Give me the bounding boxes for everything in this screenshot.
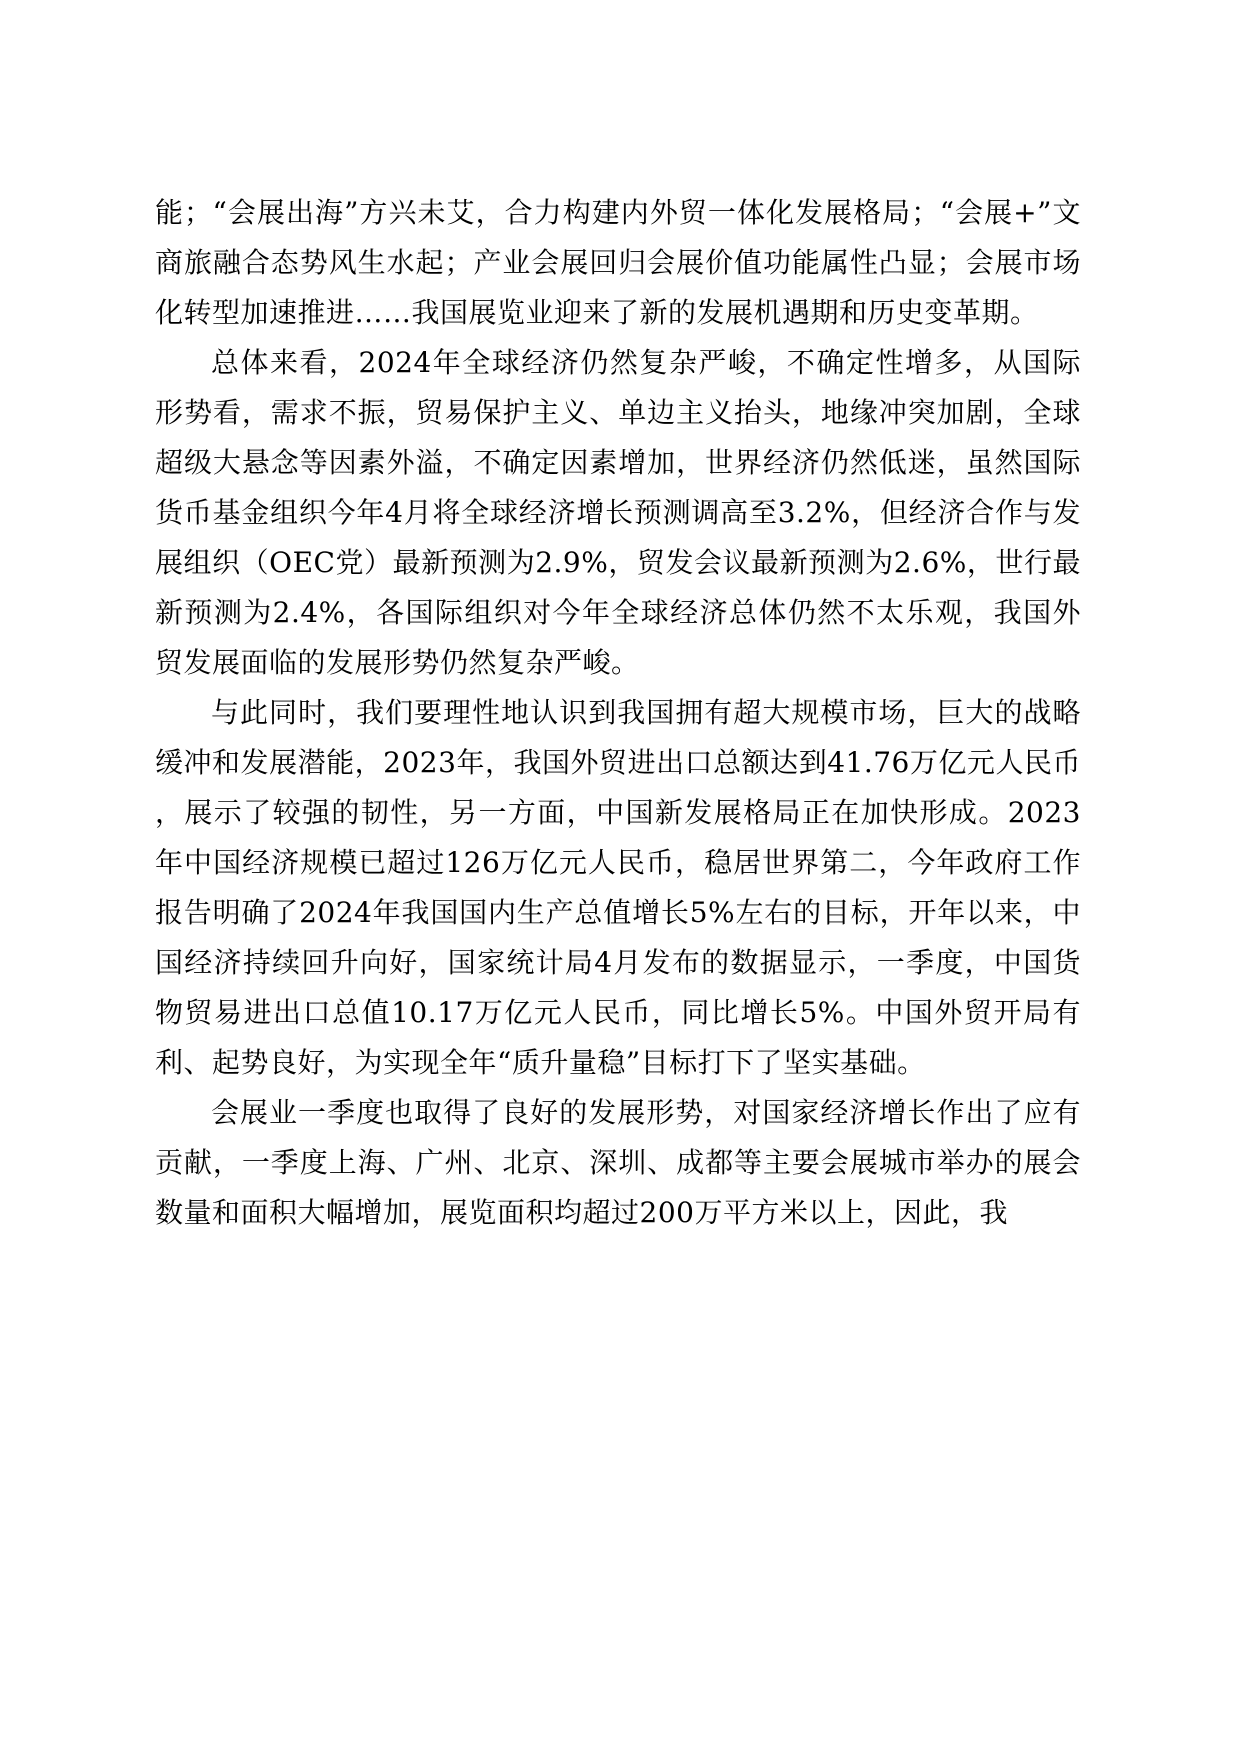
paragraph-global-economy: 总体来看，2024年全球经济仍然复杂严峻，不确定性增多，从国际形势看，需求不振，贸易保护主义、单边主义抬头，地缘冲突加剧，全球超级大悬念等因素外溢，不确定因素增加，世界经济仍然低迷，虽然国际货币基金组织今年4月将全球经济增长预测调高至3.2%，但经济合作与发展组织（OEC党）最新预测为2.9%，贸发会议最新预测为2.6%，世行最新预测为2.4%，各国际组织对今年全球经济总体仍然不太乐观，我国外贸发展面临的发展形势仍然复杂严峻。: [155, 346, 1081, 679]
paragraph-exhibition-industry: 会展业一季度也取得了良好的发展形势，对国家经济增长作出了应有贡献，一季度上海、广州、北京、深圳、成都等主要会展城市举办的展会数量和面积大幅增加，展览面积均超过200万平方米以上，因此，我: [155, 1096, 1081, 1229]
paragraph-china-market: 与此同时，我们要理性地认识到我国拥有超大规模市场，巨大的战略缓冲和发展潜能，2023年，我国外贸进出口总额达到41.76万亿元人民币，展示了较强的韧性，另一方面，中国新发展格局正在加快形成。2023年中国经济规模已超过126万亿元人民币，稳居世界第二，今年政府工作报告明确了2024年我国国内生产总值增长5%左右的目标，开年以来，中国经济持续回升向好，国家统计局4月发布的数据显示，一季度，中国货物贸易进出口总值10.17万亿元人民币，同比增长5%。中国外贸开局有利、起势良好，为实现全年“质升量稳”目标打下了坚实基础。: [155, 696, 1081, 1079]
document-body: [155, 188, 1081, 1238]
paragraph-continuation: 能；“会展出海”方兴未艾，合力构建内外贸一体化发展格局；“会展+”文商旅融合态势风生水起；产业会展回归会展价值功能属性凸显；会展市场化转型加速推进……我国展览业迎来了新的发展机遇期和历史变革期。: [155, 196, 1081, 329]
